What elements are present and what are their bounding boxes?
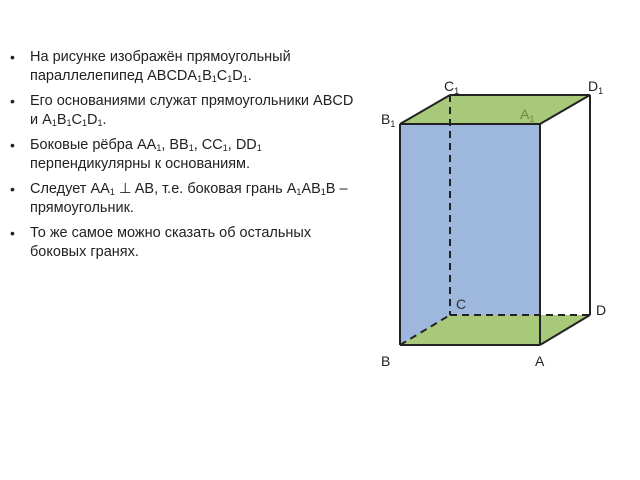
subscript: 1 [82, 118, 88, 128]
subscript: 1 [197, 74, 203, 84]
label-c: C [456, 296, 467, 312]
subscript: 1 [66, 118, 72, 128]
label-d1: $D_1$ [588, 78, 604, 96]
subscript: 1 [222, 143, 228, 153]
subscript: 1 [156, 143, 162, 153]
bullet-text: C [216, 68, 228, 84]
bullet-text: C [71, 112, 82, 128]
subscript: 1 [51, 118, 57, 128]
bullet-text: , CC [193, 137, 223, 153]
subscript: 1 [188, 143, 194, 153]
bullet-text: AB [301, 181, 321, 197]
subscript: 1 [296, 187, 302, 197]
bullet-text: перпендикулярны к основаниям. [30, 156, 251, 172]
top-face-a1b1c1d1 [400, 95, 590, 124]
subscript: 1 [97, 118, 103, 128]
label-c1: $C_1$ [444, 78, 460, 96]
label-b1: $B_1$ [381, 111, 396, 129]
bullet-text: D [87, 112, 98, 128]
subscript: 1 [227, 74, 233, 84]
bullet-text: B [56, 112, 67, 128]
label-d: D [596, 302, 607, 318]
bullet-dot: • [10, 225, 15, 241]
label-b: B [381, 353, 391, 369]
bullet-text: На рисунке изображён прямоугольный параллелепипед ABCDA [30, 49, 291, 84]
bullet-dot: • [10, 93, 15, 109]
label-a1: $A_1$ [520, 106, 535, 124]
label-a: A [535, 353, 545, 369]
bullet-dot: • [10, 137, 15, 153]
bullet-text: Следует AA [30, 181, 110, 197]
bullet-dot: • [10, 181, 15, 197]
bullet-text: D [232, 68, 243, 84]
subscript: 1 [109, 187, 115, 197]
bullet-text: Боковые рёбра AA [30, 137, 157, 153]
bullet-text: B – прямоугольник. [30, 181, 348, 216]
bullet-text: ⊥ AB, т.е. боковая грань A [114, 181, 297, 197]
bullet-text: . [102, 112, 107, 128]
subscript: 1 [242, 74, 248, 84]
bullet-text: Его основаниями служат прямоугольники ABCD и A [30, 93, 354, 128]
bullet-text: То же самое можно сказать об остальных боковых гранях. [30, 225, 312, 260]
bullet-dot: • [10, 49, 15, 65]
front-face-b-b1 [400, 124, 540, 345]
subscript: 1 [211, 74, 217, 84]
bullet-text: , DD [227, 137, 257, 153]
bullet-text: . [247, 68, 252, 84]
subscript: 1 [256, 143, 262, 153]
subscript: 1 [320, 187, 326, 197]
bullet-text: B [202, 68, 212, 84]
bullet-text: , BB [161, 137, 189, 153]
